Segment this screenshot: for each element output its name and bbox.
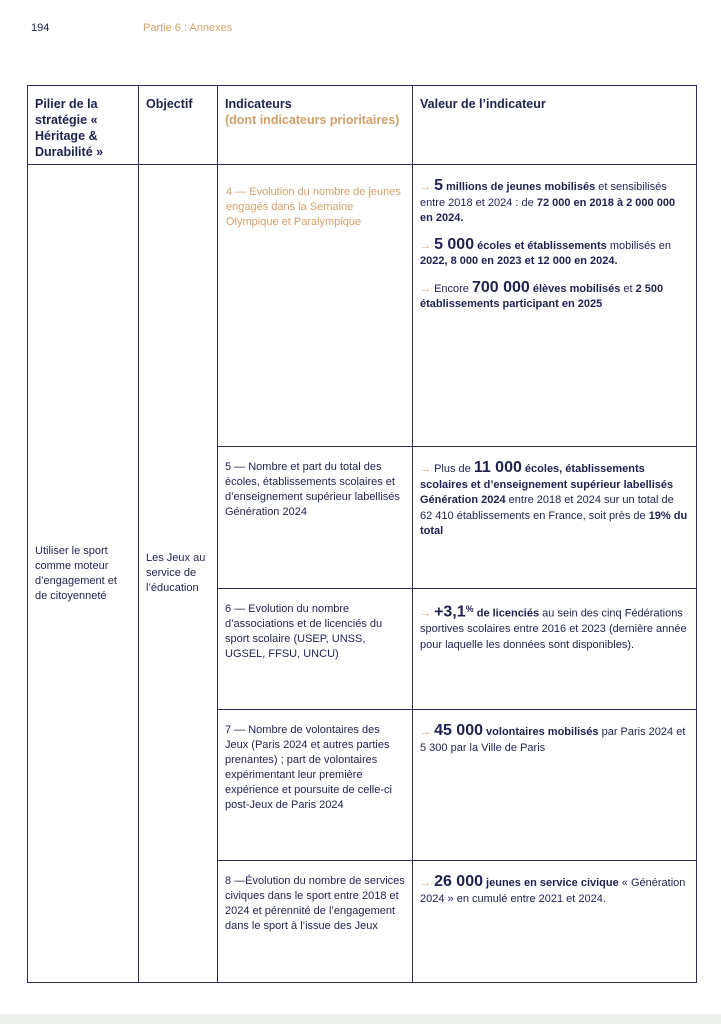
header-indicateurs-label: Indicateurs bbox=[225, 97, 292, 111]
arrow-right-icon: → bbox=[420, 726, 431, 738]
value-item bbox=[420, 237, 689, 270]
page-number: 194 bbox=[31, 22, 50, 34]
value-cell bbox=[413, 861, 697, 983]
indicator-cell: 5 — Nombre et part du total des écoles, établissements scolaires et d’enseignement supérieur labellisés Génération 2024 bbox=[218, 447, 413, 589]
arrow-right-icon: → bbox=[420, 877, 431, 889]
value-text: entre 2018 et 2024 sur un total de 62 410 établissements en France, soit près de bbox=[420, 494, 674, 522]
indicator-cell: 4 — Evolution du nombre de jeunes engagés dans la Semaine Olympique et Paralympique bbox=[218, 165, 413, 447]
section-title: Partie 6 : Annexes bbox=[143, 22, 233, 34]
value-cell bbox=[413, 710, 697, 861]
value-number: +3,1 bbox=[434, 603, 466, 621]
value-bold: écoles, établissements scolaires et d’enseignement supérieur labellisés Génération 2024 bbox=[420, 463, 674, 506]
value-cell bbox=[413, 447, 697, 589]
value-cell bbox=[413, 165, 697, 447]
value-bold: millions de jeunes mobilisés bbox=[442, 181, 596, 193]
value-number: 5 bbox=[434, 177, 443, 194]
value-item bbox=[420, 280, 689, 313]
value-item bbox=[420, 460, 689, 540]
objectif-cell: Les Jeux au service de l’éducation bbox=[139, 165, 218, 983]
footer-band bbox=[0, 1014, 721, 1024]
value-bold: jeunes en service civique bbox=[483, 877, 619, 889]
header-indicateurs-sub: (dont indicateurs prioritaires) bbox=[225, 113, 400, 127]
value-number: 700 000 bbox=[471, 278, 530, 296]
header-indicateurs bbox=[218, 86, 413, 165]
table-header-row bbox=[28, 86, 697, 165]
header-pilier: Pilier de la stratégie « Héritage & Durabilité » bbox=[28, 86, 139, 165]
indicator-cell: 6 — Evolution du nombre d’associations et de licenciés du sport scolaire (USEP, UNSS, UGSEL, FFSU, UNCU) bbox=[218, 589, 413, 710]
value-text: et sensibilisés entre 2018 et 2024 : de bbox=[420, 181, 667, 209]
arrow-right-icon: → bbox=[420, 239, 431, 252]
value-item bbox=[420, 602, 689, 653]
value-number: 11 000 bbox=[473, 459, 522, 476]
value-bold: élèves mobilisés bbox=[529, 282, 621, 295]
value-text: par Paris 2024 et 5 300 par la Ville de Paris bbox=[420, 726, 686, 754]
arrow-right-icon: → bbox=[420, 181, 431, 193]
arrow-right-icon: → bbox=[420, 282, 431, 295]
indicator-cell: 7 — Nombre de volontaires des Jeux (Paris 2024 et autres parties prenantes) ; part de volontaires expérimentant leur première expérience et poursuite de celle-ci post-Jeux de Paris 2024 bbox=[218, 710, 413, 861]
value-number: 26 000 bbox=[434, 873, 483, 890]
indicators-table bbox=[27, 85, 697, 983]
pilier-cell: Utiliser le sport comme moteur d’engagement et de citoyenneté bbox=[28, 165, 139, 983]
header-valeur: Valeur de l’indicateur bbox=[413, 86, 697, 165]
value-item bbox=[420, 178, 689, 227]
value-number: 45 000 bbox=[434, 722, 483, 739]
value-bold-2: 19% du total bbox=[420, 509, 688, 537]
arrow-right-icon: → bbox=[420, 463, 431, 475]
value-bold: écoles et établissements bbox=[474, 239, 607, 252]
value-text: au sein des cinq Fédérations sportives scolaires entre 2016 et 2023 (dernière année pour laquelle les données sont disponibles). bbox=[420, 607, 687, 651]
value-prefix: Encore bbox=[434, 282, 472, 295]
value-bold-2: 2 500 établissements participant en 2025 bbox=[420, 282, 664, 310]
value-text: et bbox=[620, 282, 636, 295]
value-text: « Génération 2024 » en cumulé entre 2021 et 2024. bbox=[420, 877, 686, 905]
value-item bbox=[420, 874, 689, 907]
value-prefix: Plus de bbox=[434, 463, 474, 475]
value-superscript: % bbox=[465, 604, 474, 614]
value-bold: volontaires mobilisés bbox=[483, 726, 599, 738]
value-cell bbox=[413, 589, 697, 710]
arrow-right-icon: → bbox=[420, 607, 431, 620]
value-number: 5 000 bbox=[434, 235, 475, 253]
value-text: mobilisés en bbox=[606, 239, 671, 252]
value-item bbox=[420, 723, 689, 756]
indicator-cell: 8 —Évolution du nombre de services civiques dans le sport entre 2018 et 2024 et pérennité de l’engagement dans le sport à l’issue des Jeux bbox=[218, 861, 413, 983]
value-bold-2: 72 000 en 2018 à 2 000 000 en 2024. bbox=[420, 196, 676, 224]
header-objectif: Objectif bbox=[139, 86, 218, 165]
table-row bbox=[28, 165, 697, 447]
value-bold-2: 2022, 8 000 en 2023 et 12 000 en 2024. bbox=[420, 255, 618, 267]
value-bold: de licenciés bbox=[473, 607, 540, 620]
